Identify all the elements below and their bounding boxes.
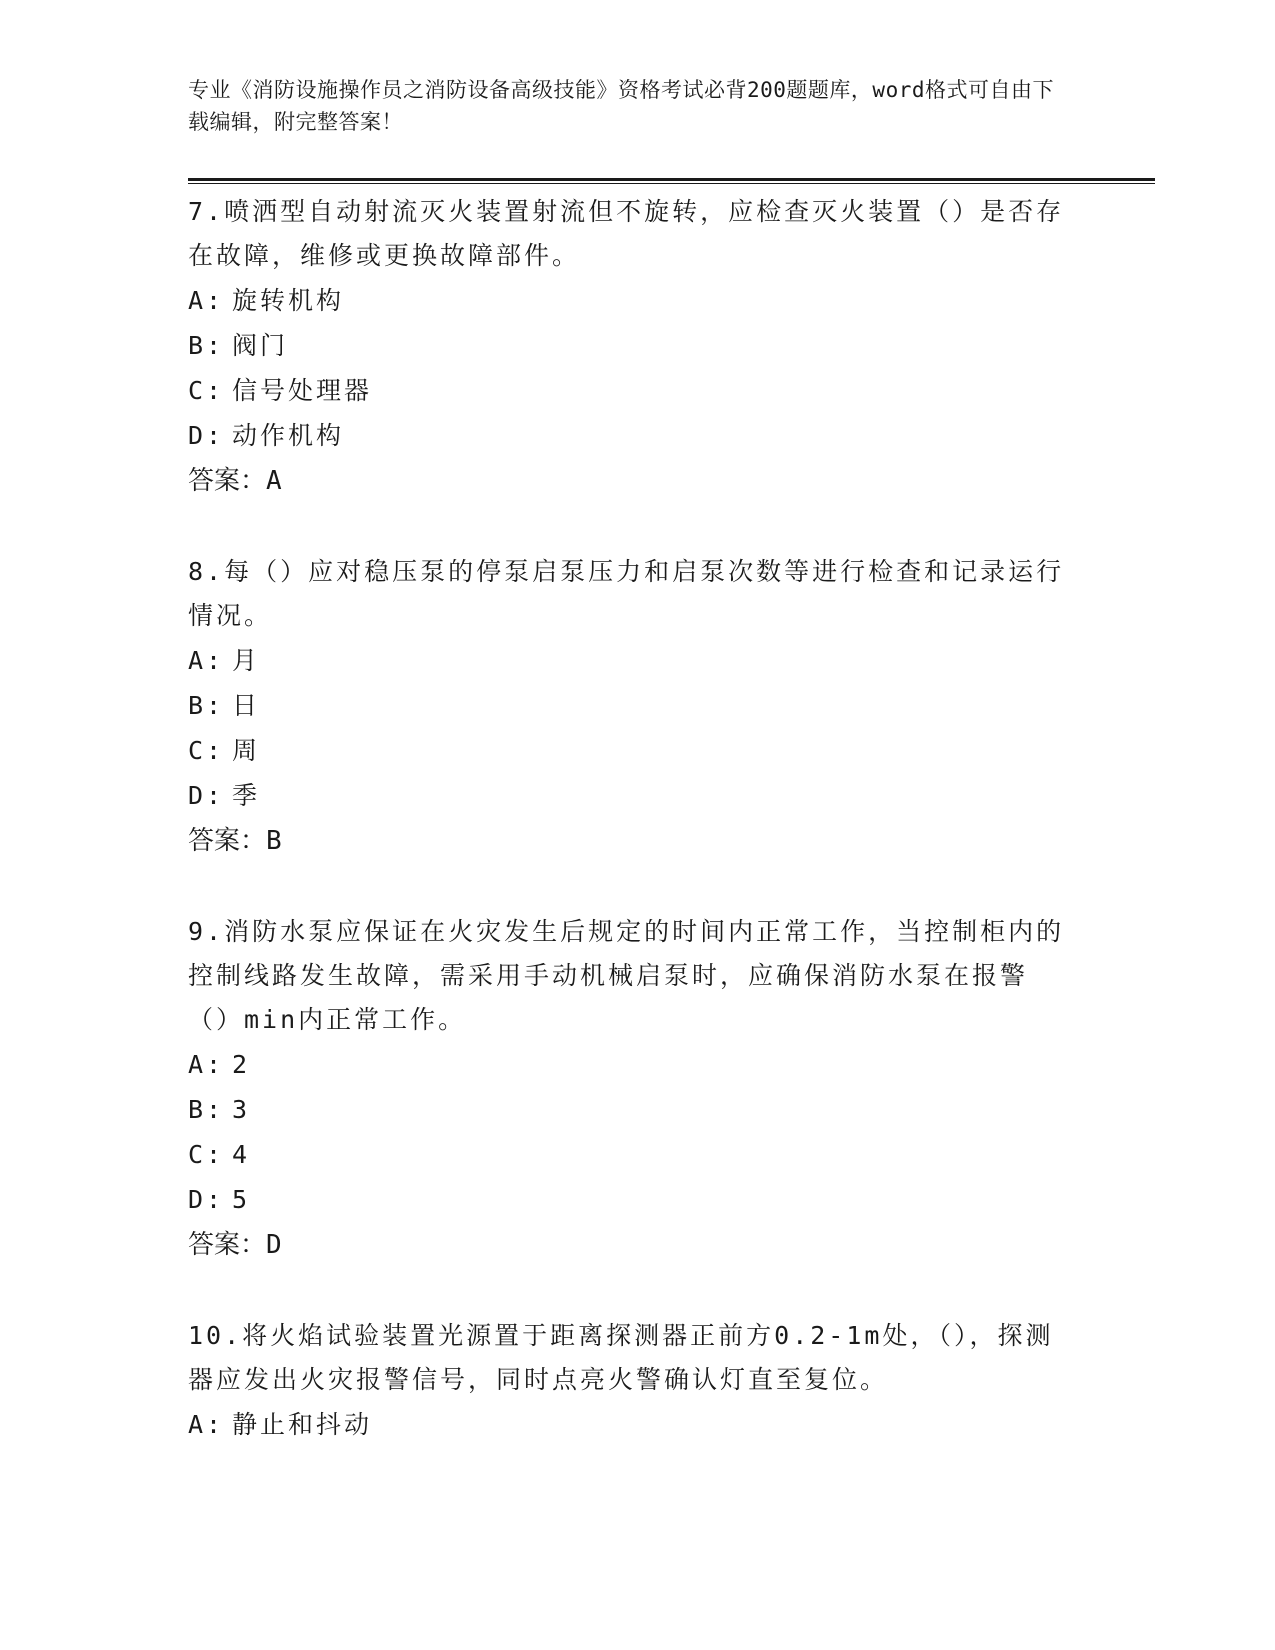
- option-text: 2: [232, 1050, 251, 1079]
- option-a: [188, 638, 1068, 683]
- option-b: [188, 323, 1068, 368]
- option-letter: A:: [188, 286, 225, 315]
- answer-label: 答案：: [188, 1230, 267, 1260]
- question-text: 10.将火焰试验装置光源置于距离探测器正前方0.2-1m处，（），探测器应发出火灾报警信号，同时点亮火警确认灯直至复位。: [188, 1321, 1054, 1394]
- option-letter: C:: [188, 1140, 225, 1169]
- option-d: [188, 773, 1068, 818]
- answer-label: 答案：: [188, 826, 267, 856]
- option-letter: C:: [188, 736, 225, 765]
- header-rule-thin: [188, 183, 1155, 184]
- option-text: 5: [232, 1185, 251, 1214]
- answer-line: [188, 458, 1068, 504]
- option-text: 阀门: [232, 331, 289, 360]
- option-text: 静止和抖动: [232, 1410, 373, 1439]
- question-9: [188, 910, 1068, 1268]
- option-text: 旋转机构: [232, 286, 345, 315]
- option-letter: A:: [188, 1410, 225, 1439]
- option-c: [188, 728, 1068, 773]
- option-text: 月: [232, 646, 261, 675]
- question-7: [188, 190, 1068, 504]
- option-letter: C:: [188, 376, 225, 405]
- option-text: 周: [232, 736, 261, 765]
- question-8: [188, 550, 1068, 864]
- option-letter: A:: [188, 1050, 225, 1079]
- option-text: 4: [232, 1140, 251, 1169]
- answer-value: D: [266, 1230, 282, 1260]
- option-text: 季: [232, 781, 261, 810]
- option-letter: B:: [188, 1095, 225, 1124]
- option-letter: D:: [188, 1185, 225, 1214]
- question-10: [188, 1314, 1068, 1447]
- option-a: [188, 278, 1068, 323]
- option-text: 日: [232, 691, 261, 720]
- answer-label: 答案：: [188, 466, 267, 496]
- option-b: [188, 1087, 1068, 1132]
- question-text: 8.每（）应对稳压泵的停泵启泵压力和启泵次数等进行检查和记录运行情况。: [188, 557, 1065, 630]
- question-text: 7.喷洒型自动射流灭火装置射流但不旋转，应检查灭火装置（）是否存在故障，维修或更换故障部件。: [188, 197, 1065, 270]
- option-letter: B:: [188, 331, 225, 360]
- option-a: [188, 1402, 1068, 1447]
- header-rule-thick: [188, 178, 1155, 181]
- question-list: [188, 190, 1068, 1493]
- answer-value: B: [266, 826, 282, 856]
- answer-line: [188, 818, 1068, 864]
- option-text: 3: [232, 1095, 251, 1124]
- option-d: [188, 1177, 1068, 1222]
- option-letter: D:: [188, 421, 225, 450]
- option-b: [188, 683, 1068, 728]
- answer-value: A: [266, 466, 282, 496]
- document-header: 专业《消防设施操作员之消防设备高级技能》资格考试必背200题题库，word格式可自由下载编辑，附完整答案！: [188, 78, 1054, 134]
- option-text: 动作机构: [232, 421, 345, 450]
- answer-line: [188, 1222, 1068, 1268]
- option-c: [188, 1132, 1068, 1177]
- option-letter: B:: [188, 691, 225, 720]
- option-text: 信号处理器: [232, 376, 373, 405]
- option-a: [188, 1042, 1068, 1087]
- option-letter: D:: [188, 781, 225, 810]
- question-text: 9.消防水泵应保证在火灾发生后规定的时间内正常工作，当控制柜内的控制线路发生故障，需采用手动机械启泵时，应确保消防水泵在报警（）min内正常工作。: [188, 917, 1065, 1034]
- option-d: [188, 413, 1068, 458]
- option-letter: A:: [188, 646, 225, 675]
- option-c: [188, 368, 1068, 413]
